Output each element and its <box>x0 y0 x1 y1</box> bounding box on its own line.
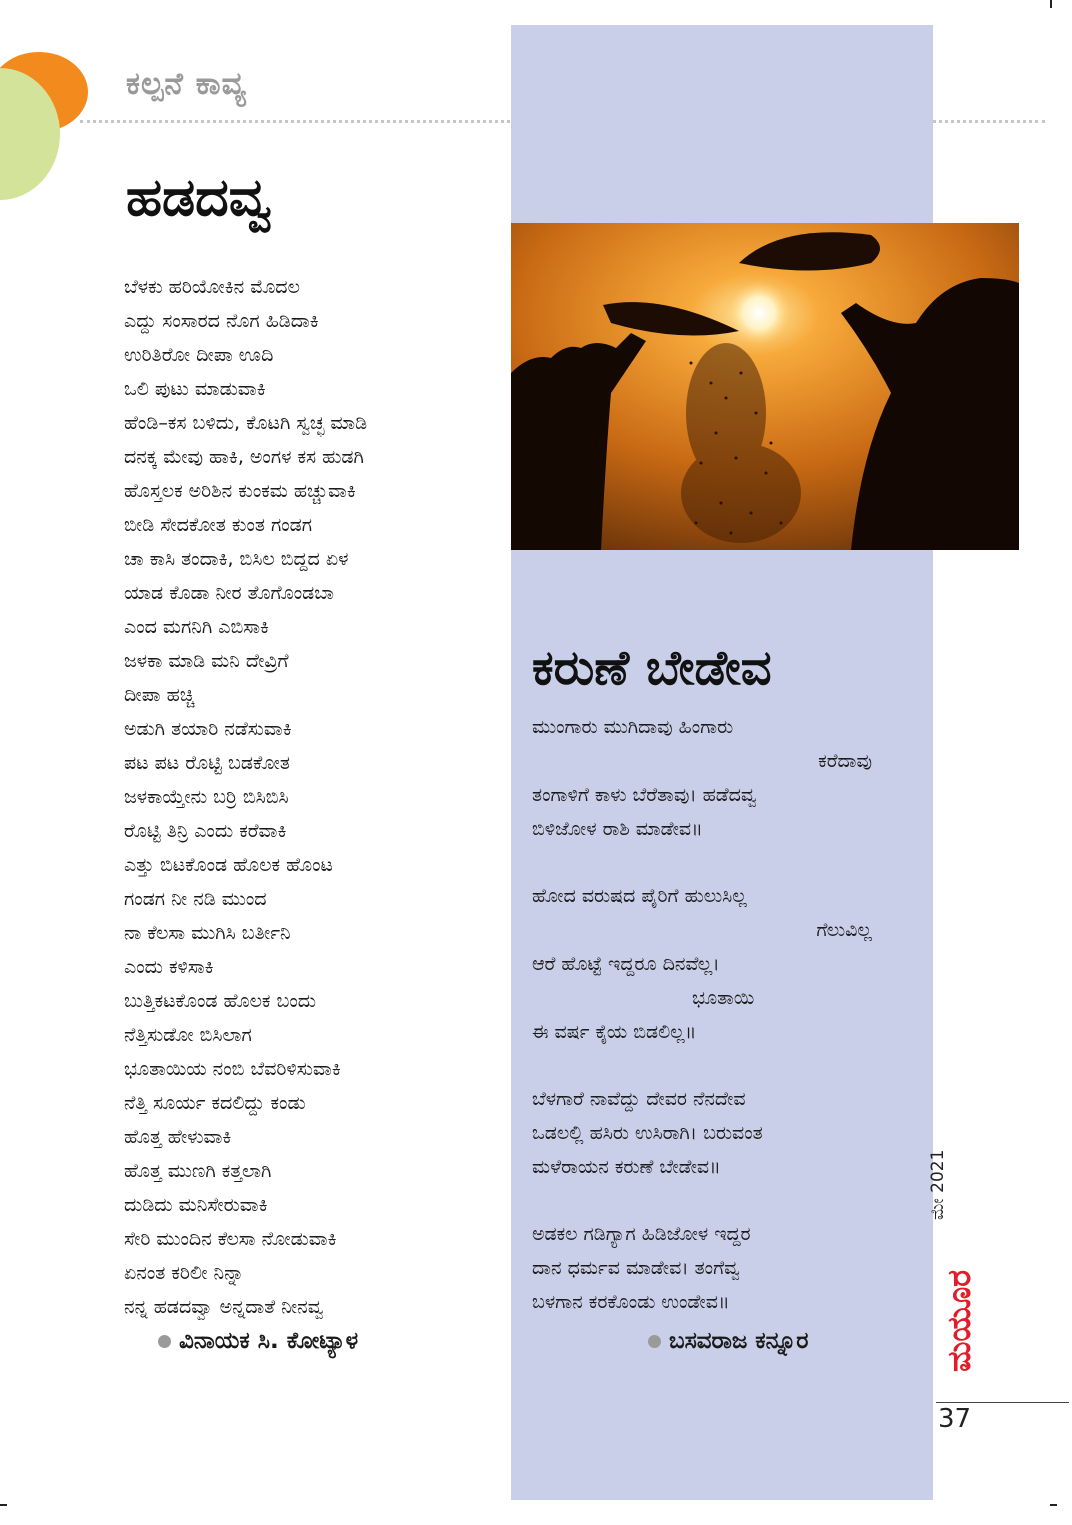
poem-line: ನೆತ್ತಿಸುಡೋ ಬಿಸಿಲಾಗ <box>124 1024 252 1046</box>
poem-line: ಗೆಲುವಿಲ್ಲ <box>816 919 872 941</box>
poem-line: ಗಂಡಗ ನೀ ನಡಿ ಮುಂದ <box>124 888 267 910</box>
bullet-icon <box>648 1335 661 1348</box>
bullet-icon <box>158 1335 171 1348</box>
crop-mark <box>0 1504 7 1506</box>
poem-line: ದಾನ ಧರ್ಮವ ಮಾಡೇವ। ತಂಗೆವ್ವ <box>532 1257 740 1279</box>
issue-date: ಮೇ 2021 <box>928 1149 948 1220</box>
poem-line: ಆರೆ ಹೊಟ್ಟೆ ಇದ್ದರೂ ದಿನವೆಲ್ಲ। <box>532 953 720 975</box>
poem-line: ಹೊತ್ತ ಹೇಳುವಾಕಿ <box>124 1126 232 1148</box>
poem-line: ಹೆಂಡಿ–ಕಸ ಬಳಿದು, ಕೊಟಗಿ ಸ್ವಚ್ಛ ಮಾಡಿ <box>124 412 368 434</box>
poem-line: ಮಳೆರಾಯನ ಕರುಣೆ ಬೇಡೇವ॥ <box>532 1156 721 1178</box>
poem-line: ಜಳಕಾ ಮಾಡಿ ಮನಿ ದೇವ್ರಿಗೆ <box>124 650 289 672</box>
poem-line: ಎಂದ ಮಗನಿಗಿ ಎಬಿಸಾಕಿ <box>124 616 269 638</box>
crop-mark <box>1050 0 1052 8</box>
poem-line: ಬೆಳಕು ಹರಿಯೋಕಿನ ಮೊದಲ <box>124 276 300 298</box>
poem-line: ಪಟ ಪಟ ರೊಟ್ಟಿ ಬಡಕೋತ <box>124 752 290 774</box>
poem-line: ಕರೆದಾವು <box>818 750 872 772</box>
poem-line: ಭೂತಾಯಿಯ ನಂಬಿ ಬೆವರಿಳಿಸುವಾಕಿ <box>124 1058 341 1080</box>
poem-line: ಎತ್ತು ಬಿಟಕೊಂಡ ಹೊಲಕ ಹೊಂಟ <box>124 854 333 876</box>
poem-line: ಬಿಳಿಜೋಳ ರಾಶಿ ಮಾಡೇವ॥ <box>532 818 703 840</box>
author-name: ಬಸವರಾಜ ಕನ್ನೂರ <box>669 1328 809 1354</box>
poem-line: ಎಂದು ಕಳಿಸಾಕಿ <box>124 956 214 978</box>
poem-line: ಬೀಡಿ ಸೇದಕೋತ ಕುಂತ ಗಂಡಗ <box>124 514 313 536</box>
winnowing-photo <box>511 223 1019 550</box>
poem-line: ನನ್ನ ಹಡದವ್ವಾ ಅನ್ನದಾತೆ ನೀನವ್ವ <box>124 1296 324 1318</box>
poem-line: ಸೇರಿ ಮುಂದಿನ ಕೆಲಸಾ ನೋಡುವಾಕಿ <box>124 1228 337 1250</box>
poem-line: ಹೋದ ವರುಷದ ಪೈರಿಗೆ ಹುಲುಸಿಲ್ಲ <box>532 885 747 907</box>
poem-line: ಅಡಕಲ ಗಡಿಗ್ಯಾಗ ಹಿಡಿಜೋಳ ಇದ್ದರ <box>532 1223 751 1245</box>
author-credit-poem2 <box>648 1328 808 1354</box>
poem-title-hadadavva: ಹಡದವ್ವ <box>126 168 272 228</box>
poem-line: ಒಲಿ ಪುಟು ಮಾಡುವಾಕಿ <box>124 378 266 400</box>
poem-line: ಒಡಲಲ್ಲಿ ಹಸಿರು ಉಸಿರಾಗಿ। ಬರುವಂತ <box>532 1122 763 1144</box>
crop-mark <box>1050 1504 1057 1506</box>
poem-body-hadadavva <box>124 270 504 1324</box>
poem-line: ನಾ ಕೆಲಸಾ ಮುಗಿಸಿ ಬರ್ತೀನಿ <box>124 922 291 944</box>
section-label: ಕಲ್ಪನೆ ಕಾವ್ಯ <box>126 66 247 102</box>
poem-line: ದನಕ್ಕ ಮೇವು ಹಾಕಿ, ಅಂಗಳ ಕಸ ಹುಡಗಿ <box>124 446 364 468</box>
poem-body-karune-bedeva <box>532 710 872 1319</box>
poem-line: ತಂಗಾಳಿಗೆ ಕಾಳು ಬೆರೆತಾವು। ಹಡೆದವ್ವ <box>532 784 757 806</box>
poem-line: ರೊಟ್ಟಿ ತಿನ್ರಿ ಎಂದು ಕರೆವಾಕಿ <box>124 820 287 842</box>
poem-title-karune-bedeva: ಕರುಣೆ ಬೇಡೇವ <box>532 640 772 696</box>
poem-line: ದುಡಿದು ಮನಿಸೇರುವಾಕಿ <box>124 1194 268 1216</box>
page-number-rule <box>936 1402 1069 1403</box>
poem-line: ಉರಿತಿರೋ ದೀಪಾ ಊದಿ <box>124 344 274 366</box>
poem-line: ಭೂತಾಯಿ <box>692 987 755 1009</box>
poem-line: ಅಡುಗಿ ತಯಾರಿ ನಡೆಸುವಾಕಿ <box>124 718 292 740</box>
poem-line: ಬೆಳಗಾರೆ ನಾವೆದ್ದು ದೇವರ ನೆನದೇವ <box>532 1088 746 1110</box>
poem-line: ದೀಪಾ ಹಚ್ಚಿ <box>124 684 195 706</box>
poem-line: ನೆತ್ತಿ ಸೂರ್ಯ ಕದಲಿದ್ದು ಕಂಡು <box>124 1092 306 1114</box>
poem-line: ಈ ವರ್ಷ ಕೈಯ ಬಿಡಲಿಲ್ಲ॥ <box>532 1021 697 1043</box>
author-name: ವಿನಾಯಕ ಸಿ. ಕೋಟ್ಯಾಳ <box>179 1328 359 1354</box>
poem-line: ಜಳಕಾಯ್ತೇನು ಬರ್ರಿ ಬಿಸಿಬಿಸಿ <box>124 786 289 808</box>
poem-line: ಎದ್ದು ಸಂಸಾರದ ನೊಗ ಹಿಡಿದಾಕಿ <box>124 310 319 332</box>
author-credit-poem1 <box>158 1328 358 1354</box>
poem-line: ಏನಂತ ಕರಿಲೀ ನಿನ್ನಾ <box>124 1262 244 1284</box>
poem-line: ಬುತ್ತಿಕಟಕೊಂಡ ಹೊಲಕ ಬಂದು <box>124 990 317 1012</box>
poem-line: ಚಾ ಕಾಸಿ ತಂದಾಕಿ, ಬಿಸಿಲ ಬಿದ್ದದ ಏಳ <box>124 548 349 570</box>
poem-line: ಮುಂಗಾರು ಮುಗಿದಾವು ಹಿಂಗಾರು <box>532 716 734 738</box>
poem-line: ಹೊಸ್ತಲಕ ಅರಿಶಿನ ಕುಂಕಮ ಹಚ್ಚುವಾಕಿ <box>124 480 356 502</box>
magazine-logo: ಮಯೂರ <box>940 1269 978 1372</box>
page-number: 37 <box>938 1404 972 1434</box>
poem-line: ಯಾಡ ಕೊಡಾ ನೀರ ತೊಗೊಂಡಬಾ <box>124 582 334 604</box>
poem-line: ಹೊತ್ತ ಮುಣಗಿ ಕತ್ತಲಾಗಿ <box>124 1160 272 1182</box>
poem-line: ಬಳಗಾನ ಕರಕೊಂಡು ಉಂಡೇವ॥ <box>532 1291 730 1313</box>
